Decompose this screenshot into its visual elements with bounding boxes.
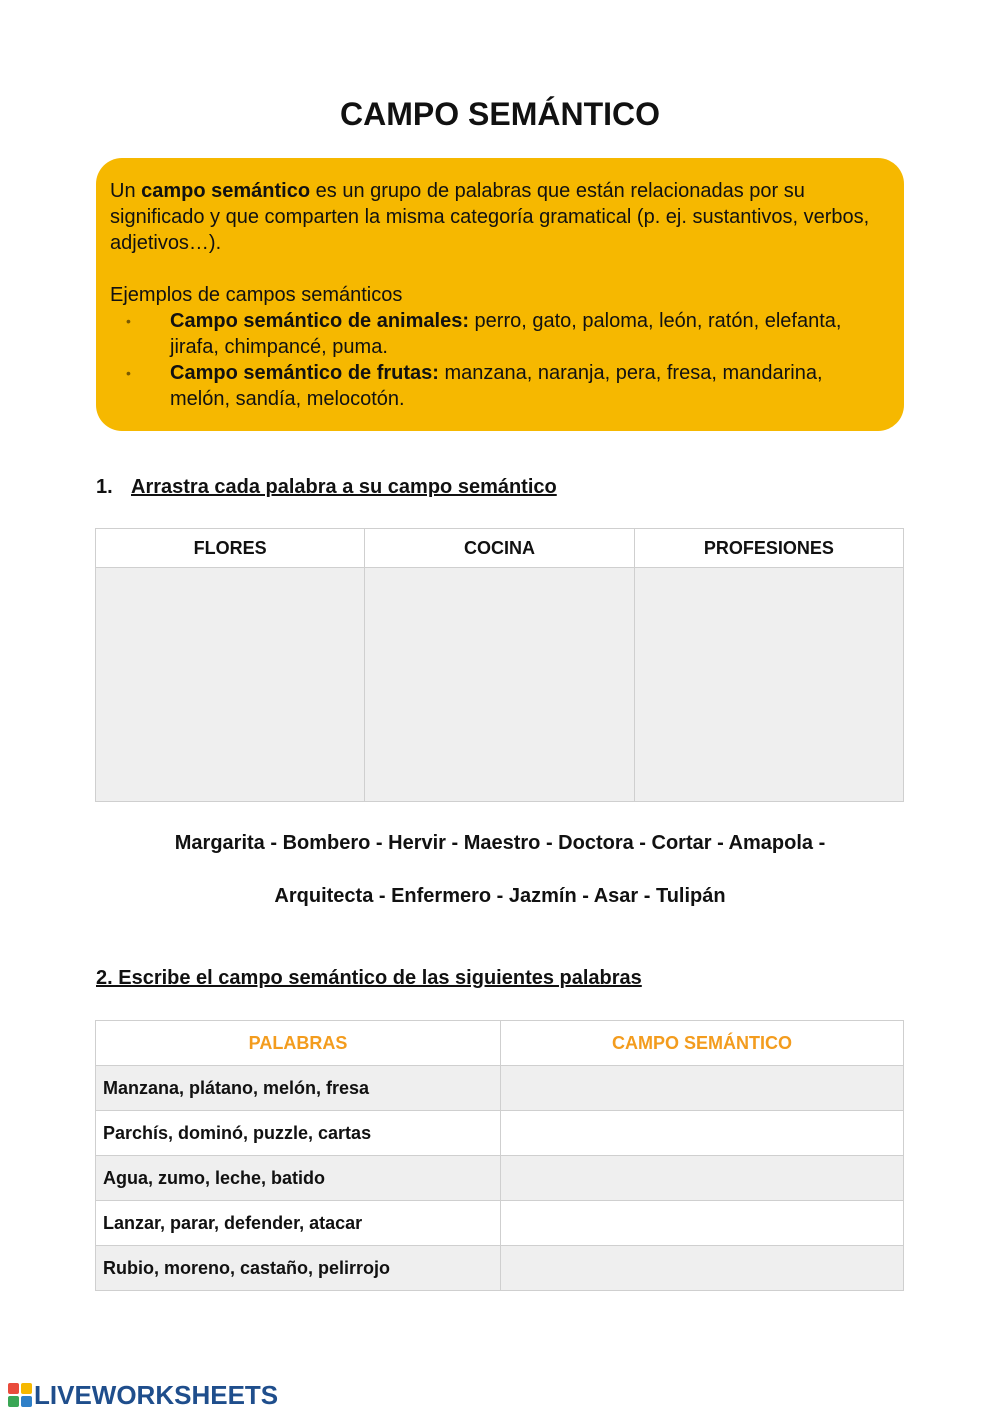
section1-heading bbox=[96, 476, 557, 499]
bullet-icon: • bbox=[126, 365, 131, 381]
definition-post: es un grupo de palabras que están relacionadas por su significado y que comparten la misma categoría gramatical (p. ej. sustantivos, verbos, adjetivos…). bbox=[110, 180, 870, 254]
table-row bbox=[96, 1201, 904, 1246]
answer-field[interactable] bbox=[501, 1111, 904, 1156]
column-header-campo-semantico: CAMPO SEMÁNTICO bbox=[501, 1021, 904, 1066]
column-header-flores: FLORES bbox=[96, 529, 365, 568]
words-cell: Manzana, plátano, melón, fresa bbox=[96, 1066, 501, 1111]
definition-box bbox=[96, 158, 904, 431]
bullet-icon: • bbox=[126, 313, 131, 329]
logo-text: LIVEWORKSHEETS bbox=[34, 1379, 279, 1410]
answer-field[interactable] bbox=[501, 1066, 904, 1111]
column-header-profesiones: PROFESIONES bbox=[634, 529, 903, 568]
footer-logo[interactable] bbox=[8, 1380, 278, 1410]
answer-field[interactable] bbox=[501, 1246, 904, 1291]
answer-field[interactable] bbox=[501, 1201, 904, 1246]
column-header-palabras: PALABRAS bbox=[96, 1021, 501, 1066]
answer-field[interactable] bbox=[501, 1156, 904, 1201]
table-row bbox=[96, 1156, 904, 1201]
words-cell: Agua, zumo, leche, batido bbox=[96, 1156, 501, 1201]
example-label: Campo semántico de frutas: bbox=[170, 362, 439, 384]
section1-number: 1. bbox=[96, 476, 113, 498]
semantic-field-table bbox=[95, 1020, 904, 1291]
table-row bbox=[96, 1246, 904, 1291]
column-header-cocina: COCINA bbox=[365, 529, 634, 568]
liveworksheets-logo-icon bbox=[8, 1383, 32, 1407]
words-cell: Parchís, dominó, puzzle, cartas bbox=[96, 1111, 501, 1156]
definition-term: campo semántico bbox=[141, 180, 311, 202]
example-item-fruits bbox=[110, 360, 882, 412]
drop-zone-flores[interactable] bbox=[96, 568, 365, 802]
drag-drop-table bbox=[95, 528, 904, 802]
drop-zone-cocina[interactable] bbox=[365, 568, 634, 802]
example-item-animals bbox=[110, 308, 882, 360]
word-bank-line2[interactable]: Arquitecta - Enfermero - Jazmín - Asar - Tulipán bbox=[274, 885, 726, 907]
words-cell: Lanzar, parar, defender, atacar bbox=[96, 1201, 501, 1246]
example-text: manzana, naranja, pera, fresa, mandarina, melón, sandía, melocotón. bbox=[170, 362, 823, 410]
page-title: CAMPO SEMÁNTICO bbox=[340, 96, 660, 132]
words-cell: Rubio, moreno, castaño, pelirrojo bbox=[96, 1246, 501, 1291]
section1-heading-text: Arrastra cada palabra a su campo semántico bbox=[131, 476, 557, 498]
definition-pre: Un bbox=[110, 180, 142, 202]
example-label: Campo semántico de animales: bbox=[170, 310, 469, 332]
table-row bbox=[96, 1111, 904, 1156]
drop-zone-profesiones[interactable] bbox=[634, 568, 903, 802]
examples-list bbox=[110, 308, 882, 412]
definition-text bbox=[110, 178, 882, 256]
word-bank-line1[interactable]: Margarita - Bombero - Hervir - Maestro - Doctora - Cortar - Amapola - bbox=[174, 832, 826, 854]
examples-heading: Ejemplos de campos semánticos bbox=[110, 284, 403, 306]
section2-heading: 2. Escribe el campo semántico de las siguientes palabras bbox=[96, 967, 642, 989]
example-text: perro, gato, paloma, león, ratón, elefanta, jirafa, chimpancé, puma. bbox=[170, 310, 842, 358]
table-row bbox=[96, 1066, 904, 1111]
